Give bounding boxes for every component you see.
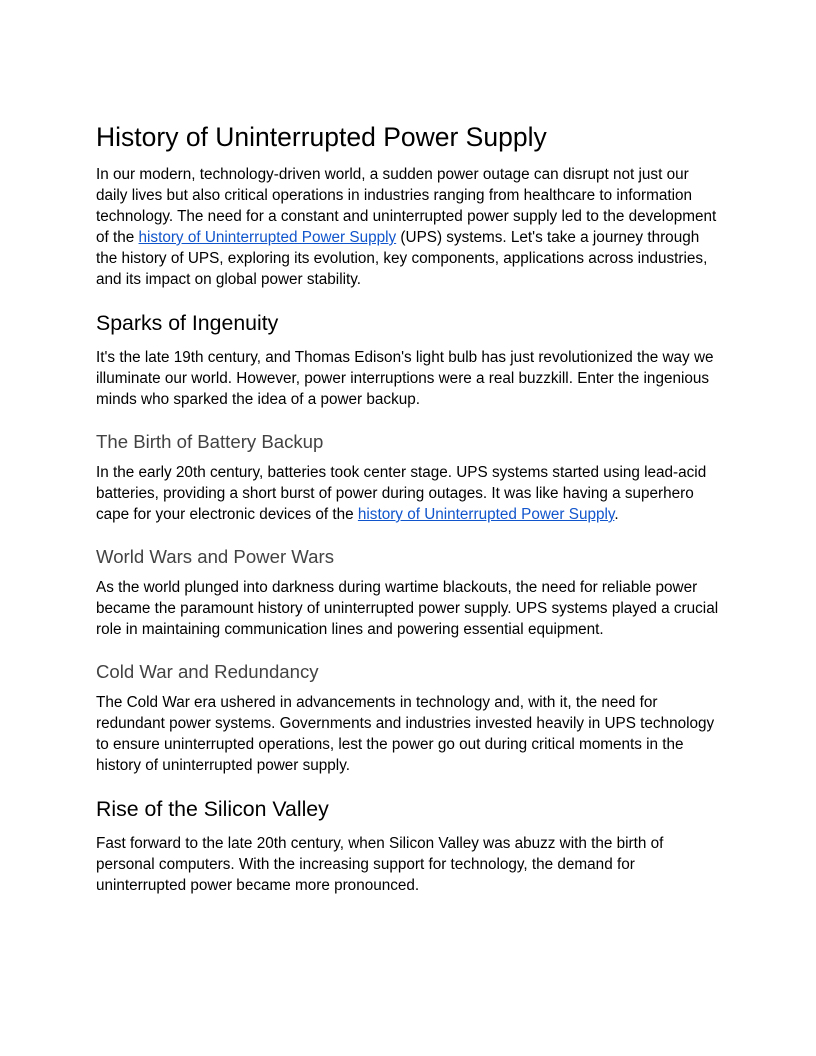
battery-paragraph — [96, 462, 722, 525]
heading-battery-backup: The Birth of Battery Backup — [96, 431, 324, 452]
heading-cold-war: Cold War and Redundancy — [96, 661, 319, 682]
battery-ups-history-link[interactable]: history of Uninterrupted Power Supply — [357, 506, 615, 523]
coldwar-paragraph: The Cold War era ushered in advancements in technology and, with it, the need for redundant power systems. Governments and industries invested heavily in UPS technology to ensure uninterrupted operations, lest the power go out during critical moments in the history of uninterrupted power supply. — [96, 694, 715, 774]
intro-paragraph — [96, 164, 722, 290]
silicon-paragraph: Fast forward to the late 20th century, when Silicon Valley was abuzz with the birth of personal computers. With the increasing support for technology, the demand for uninterrupted power became more pronounced. — [96, 835, 664, 894]
heading-world-wars: World Wars and Power Wars — [96, 546, 334, 567]
intro-text-before: In our modern, technology-driven world, a sudden power outage can disrupt not just our daily lives but also critical operations in industries ranging from healthcare to information technology. The need for a constant and uninterrupted power supply led to the development of the — [96, 166, 717, 246]
heading-silicon-valley: Rise of the Silicon Valley — [96, 797, 329, 821]
battery-text-before: In the early 20th century, batteries took center stage. UPS systems started using lead-acid batteries, providing a short burst of power during outages. It was like having a superhero cape for your electronic devices of the — [96, 464, 707, 523]
battery-text-after: . — [614, 506, 619, 523]
sparks-paragraph: It's the late 19th century, and Thomas Edison's light bulb has just revolutionized the way we illuminate our world. However, power interruptions were a real buzzkill. Enter the ingenious minds who sparked the idea of a power backup. — [96, 349, 714, 408]
document-page — [96, 120, 722, 896]
intro-ups-history-link[interactable]: history of Uninterrupted Power Supply — [138, 229, 397, 246]
document-title: History of Uninterrupted Power Supply — [96, 122, 547, 152]
intro-text-after: (UPS) systems. Let's take a journey through the history of UPS, exploring its evolution, key components, applications across industries, and its impact on global power stability. — [96, 229, 708, 288]
wars-paragraph: As the world plunged into darkness during wartime blackouts, the need for reliable power became the paramount history of uninterrupted power supply. UPS systems played a crucial role in maintaining communication lines and powering essential equipment. — [96, 579, 719, 638]
heading-sparks-of-ingenuity: Sparks of Ingenuity — [96, 311, 279, 335]
